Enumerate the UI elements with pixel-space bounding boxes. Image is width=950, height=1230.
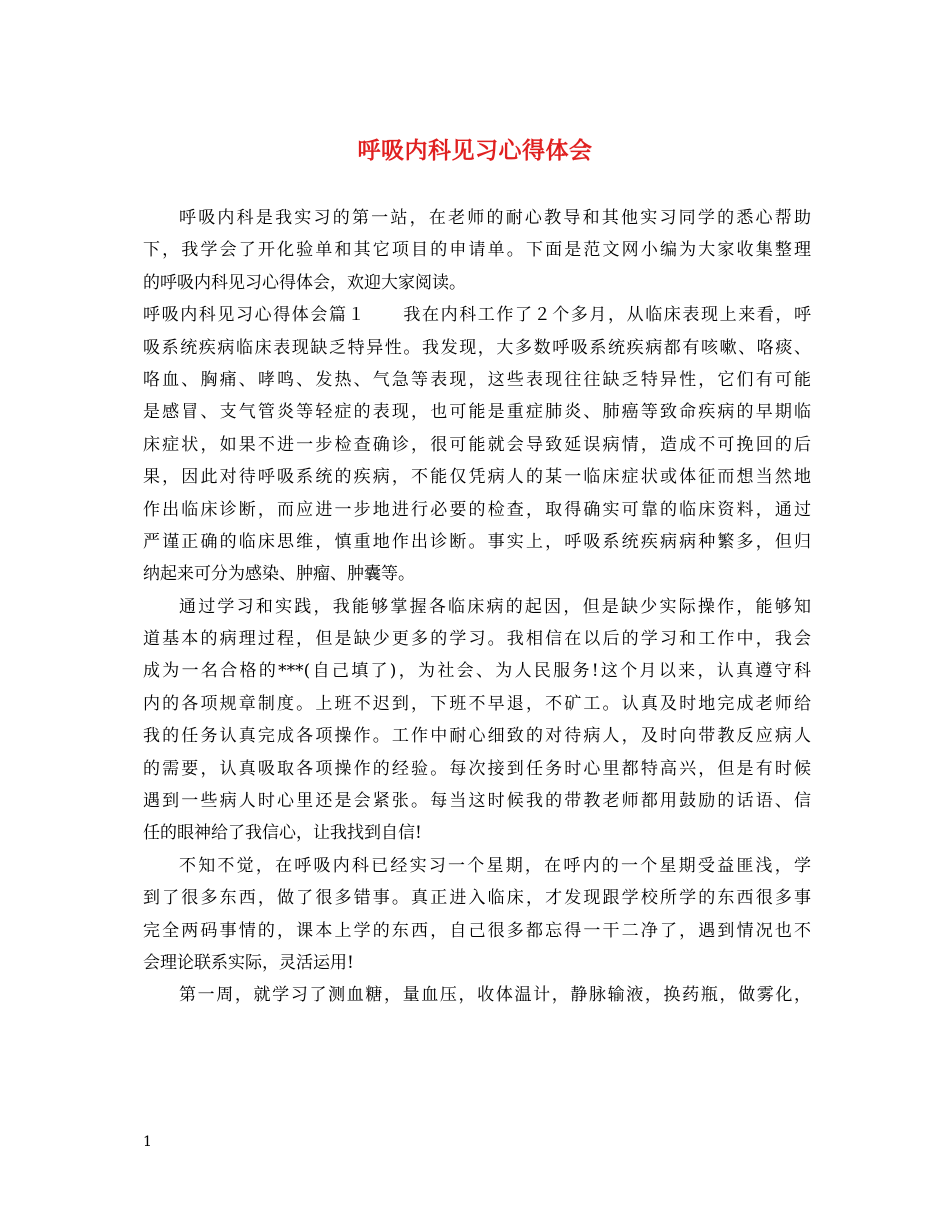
text-line: 遇到一些病人时心里还是会紧张。每当这时候我的带教老师都用鼓励的话语、信 <box>143 791 811 812</box>
text-line: 床症状，如果不进一步检查确诊，很可能就会导致延误病情，造成不可挽回的后 <box>143 434 811 455</box>
text-line: 吸系统疾病临床表现缺乏特异性。我发现，大多数呼吸系统疾病都有咳嗽、咯痰、 <box>143 337 811 358</box>
page-number: 1 <box>143 1134 152 1150</box>
text-line: 的呼吸内科见习心得体会，欢迎大家阅读。 <box>143 272 466 293</box>
text-line: 咯血、胸痛、哮鸣、发热、气急等表现，这些表现往往缺乏特异性，它们有可能 <box>143 369 811 390</box>
text-line: 严谨正确的临床思维，慎重地作出诊断。事实上，呼吸系统疾病病种繁多，但归 <box>143 531 811 552</box>
text-line: 成为一名合格的***(自己填了)，为社会、为人民服务!这个月以来，认真遵守科 <box>143 661 811 682</box>
text-line: 作出临床诊断，而应进一步地进行必要的检查，取得确实可靠的临床资料，通过 <box>143 499 811 520</box>
text-line: 的需要，认真吸取各项操作的经验。每次接到任务时心里都特高兴，但是有时候 <box>143 758 811 779</box>
document-title: 呼吸内科见习心得体会 <box>357 137 593 164</box>
text-line: 下，我学会了开化验单和其它项目的申请单。下面是范文网小编为大家收集整理 <box>143 240 811 261</box>
text-line: 任的眼神给了我信心，让我找到自信! <box>143 823 422 844</box>
text-line: 不知不觉，在呼吸内科已经实习一个星期，在呼内的一个星期受益匪浅，学 <box>179 855 811 876</box>
text-line: 纳起来可分为感染、肿瘤、肿囊等。 <box>143 564 415 585</box>
text-line: 呼吸内科是我实习的第一站，在老师的耐心教导和其他实习同学的悉心帮助 <box>179 208 811 228</box>
text-line: 是感冒、支气管炎等轻症的表现，也可能是重症肺炎、肺癌等致命疾病的早期临 <box>143 402 811 423</box>
text-line: 第一周，就学习了测血糖，量血压，收体温计，静脉输液，换药瓶，做雾化， <box>179 985 811 1006</box>
text-line: 内的各项规章制度。上班不迟到，下班不早退，不矿工。认真及时地完成老师给 <box>143 693 811 714</box>
text-line: 完全两码事情的，课本上学的东西，自己很多都忘得一干二净了，遇到情况也不 <box>143 920 811 941</box>
text-line: 果，因此对待呼吸系统的疾病，不能仅凭病人的某一临床症状或体征而想当然地 <box>143 467 811 488</box>
text-line: 通过学习和实践，我能够掌握各临床病的起因，但是缺少实际操作，能够知 <box>179 596 811 617</box>
text-line: 我的任务认真完成各项操作。工作中耐心细致的对待病人，及时向带教反应病人 <box>143 726 811 747</box>
text-line: 呼吸内科见习心得体会篇１ 我在内科工作了２个多月，从临床表现上来看，呼 <box>143 305 811 326</box>
text-line: 会理论联系实际，灵活运用! <box>143 952 354 973</box>
text-line: 到了很多东西，做了很多错事。真正进入临床，才发现跟学校所学的东西很多事 <box>143 888 811 909</box>
document-body <box>143 202 811 1012</box>
text-line: 道基本的病理过程，但是缺少更多的学习。我相信在以后的学习和工作中，我会 <box>143 629 811 650</box>
